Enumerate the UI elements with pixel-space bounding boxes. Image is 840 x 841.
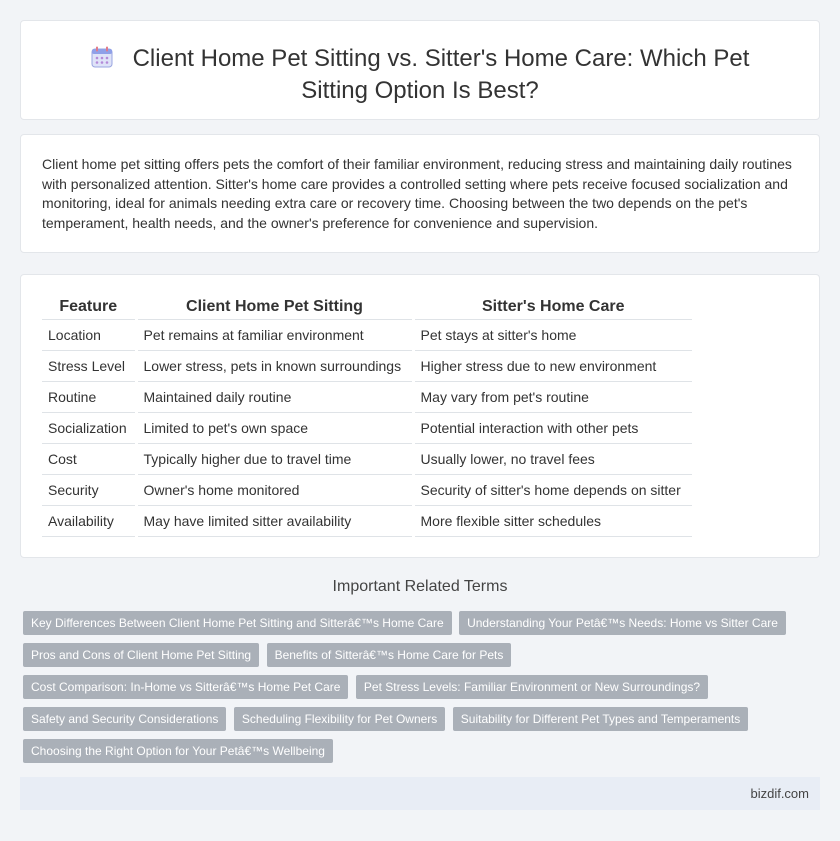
page-title	[21, 43, 819, 107]
column-header-sitters-home: Sitter's Home Care	[413, 295, 692, 319]
related-term-tag[interactable]: Understanding Your Petâ€™s Needs: Home vs Sitter Care	[459, 611, 786, 635]
page-title-text: Client Home Pet Sitting vs. Sitter's Home Care: Which Pet Sitting Option Is Best?	[132, 45, 750, 104]
footer-bar	[20, 777, 820, 810]
calendar-icon	[91, 46, 113, 68]
table-cell-client-home: Typically higher due to travel time	[136, 443, 413, 474]
table-cell-sitters-home: More flexible sitter schedules	[413, 505, 692, 536]
related-term-tag[interactable]: Choosing the Right Option for Your Petâ€™s Wellbeing	[23, 739, 333, 763]
footer-site-link[interactable]: bizdif.com	[750, 786, 809, 801]
table-header-row	[42, 295, 692, 319]
column-header-client-home: Client Home Pet Sitting	[136, 295, 413, 319]
table-cell-feature: Security	[42, 474, 136, 505]
table-cell-sitters-home: Higher stress due to new environment	[413, 350, 692, 381]
table-row	[42, 381, 692, 412]
table-cell-client-home: Maintained daily routine	[136, 381, 413, 412]
table-cell-client-home: Owner's home monitored	[136, 474, 413, 505]
related-terms-heading: Important Related Terms	[332, 578, 508, 595]
related-term-tag[interactable]: Cost Comparison: In-Home vs Sitterâ€™s Home Pet Care	[23, 675, 348, 699]
table-cell-sitters-home: Potential interaction with other pets	[413, 412, 692, 443]
related-terms-list	[23, 611, 803, 771]
related-term-tag[interactable]: Scheduling Flexibility for Pet Owners	[234, 707, 445, 731]
column-header-feature: Feature	[42, 295, 136, 319]
table-row	[42, 319, 692, 350]
table-cell-sitters-home: Usually lower, no travel fees	[413, 443, 692, 474]
table-cell-feature: Stress Level	[42, 350, 136, 381]
table-cell-client-home: Limited to pet's own space	[136, 412, 413, 443]
related-term-tag[interactable]: Pros and Cons of Client Home Pet Sitting	[23, 643, 259, 667]
table-cell-feature: Cost	[42, 443, 136, 474]
table-row	[42, 443, 692, 474]
table-row	[42, 350, 692, 381]
table-cell-feature: Availability	[42, 505, 136, 536]
table-row	[42, 474, 692, 505]
table-cell-feature: Socialization	[42, 412, 136, 443]
table-cell-sitters-home: Security of sitter's home depends on sitter	[413, 474, 692, 505]
comparison-card	[20, 274, 820, 558]
intro-card	[20, 134, 820, 253]
related-term-tag[interactable]: Safety and Security Considerations	[23, 707, 226, 731]
table-cell-feature: Routine	[42, 381, 136, 412]
header-card	[20, 20, 820, 120]
table-cell-feature: Location	[42, 319, 136, 350]
table-row	[42, 505, 692, 536]
table-cell-client-home: May have limited sitter availability	[136, 505, 413, 536]
table-cell-client-home: Pet remains at familiar environment	[136, 319, 413, 350]
intro-paragraph: Client home pet sitting offers pets the comfort of their familiar environment, reducing stress and maintaining daily routines with personalized attention. Sitter's home care provides a controlled setting where pets receive focused socialization and monitoring, ideal for animals needing extra care or recovery time. Choosing between the two depends on the pet's temperament, health needs, and the owner's preference for convenience and supervision.	[42, 156, 792, 231]
related-term-tag[interactable]: Benefits of Sitterâ€™s Home Care for Pets	[267, 643, 512, 667]
related-term-tag[interactable]: Key Differences Between Client Home Pet Sitting and Sitterâ€™s Home Care	[23, 611, 452, 635]
table-row	[42, 412, 692, 443]
related-term-tag[interactable]: Pet Stress Levels: Familiar Environment or New Surroundings?	[356, 675, 708, 699]
related-term-tag[interactable]: Suitability for Different Pet Types and Temperaments	[453, 707, 748, 731]
table-cell-client-home: Lower stress, pets in known surroundings	[136, 350, 413, 381]
comparison-table	[42, 295, 692, 537]
table-cell-sitters-home: May vary from pet's routine	[413, 381, 692, 412]
table-cell-sitters-home: Pet stays at sitter's home	[413, 319, 692, 350]
